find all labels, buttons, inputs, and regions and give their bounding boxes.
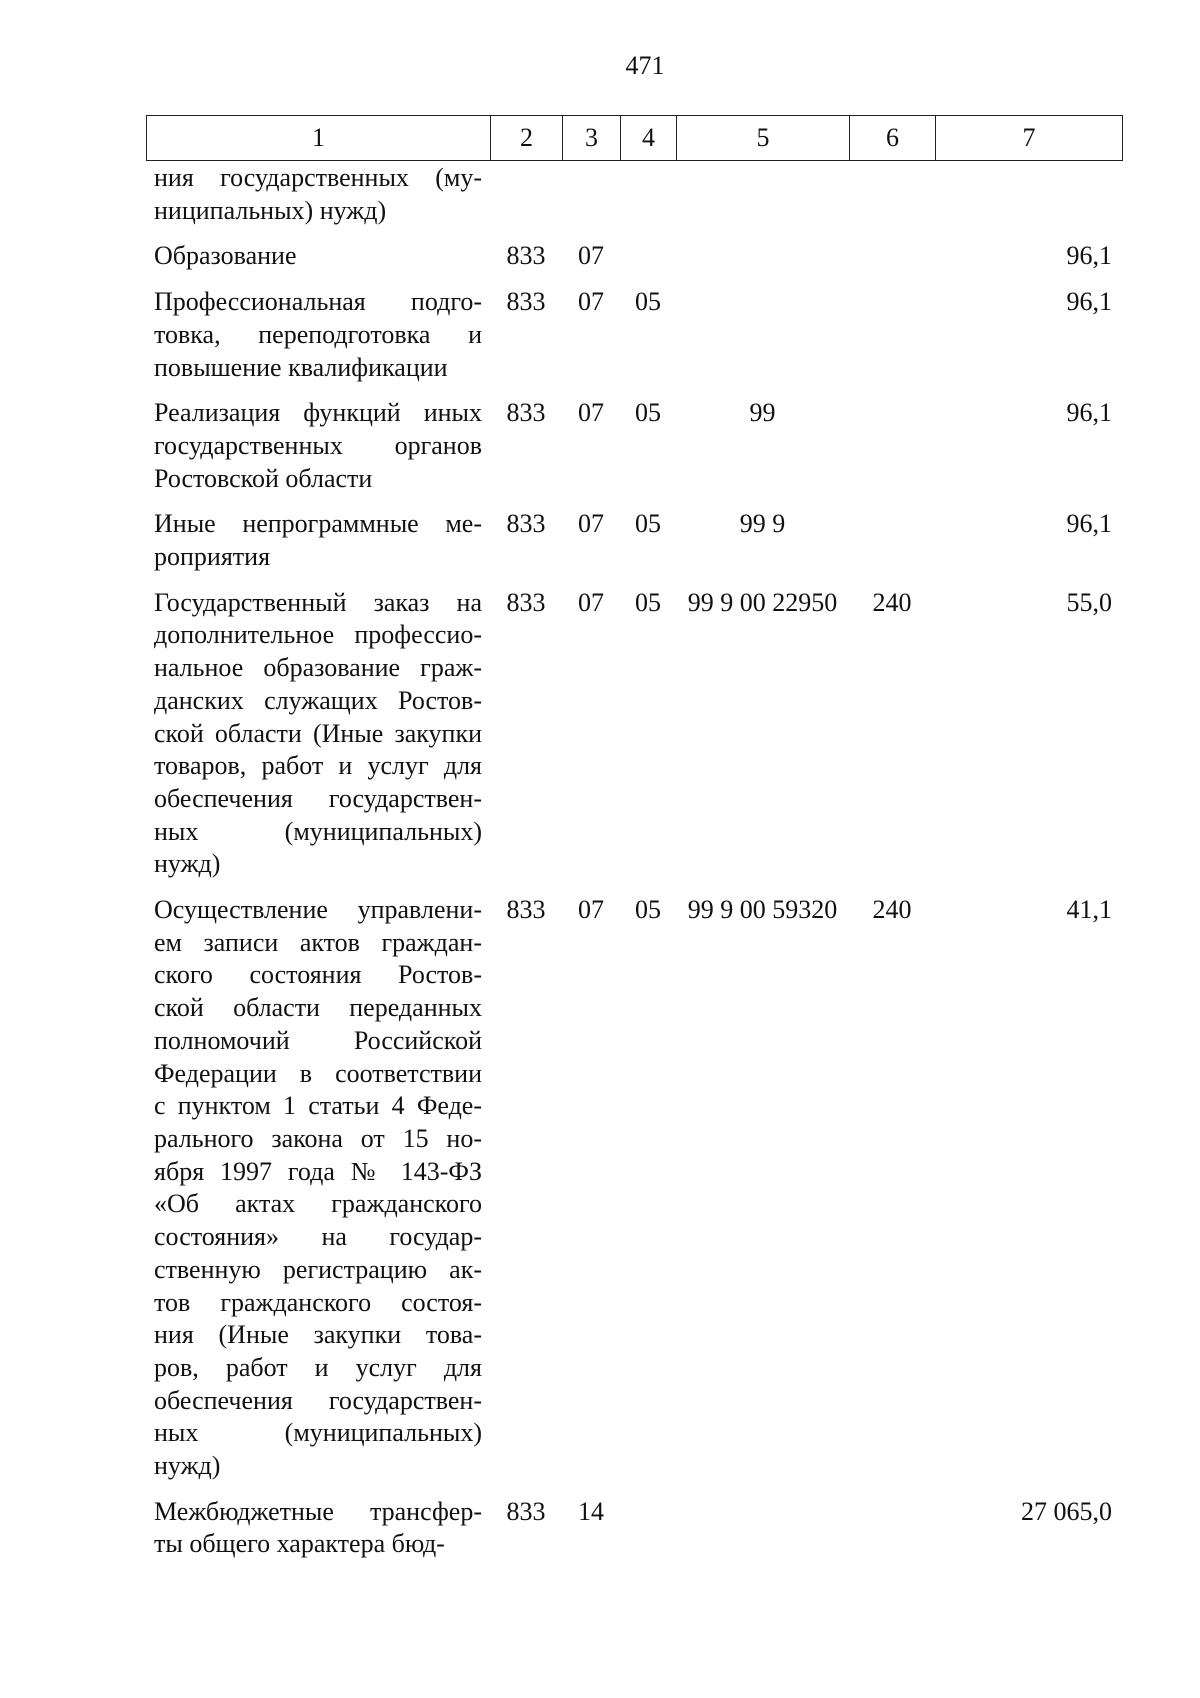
target-article-code <box>676 286 849 384</box>
row-description <box>146 397 490 495</box>
expense-type-code <box>849 286 935 384</box>
description-line: ных (муниципальных) <box>154 816 482 846</box>
amount: 27 065,0 <box>1021 1496 1112 1526</box>
amount <box>935 162 1122 227</box>
table-row <box>146 587 1122 881</box>
description-line: Иные непрограммные ме- <box>154 509 482 539</box>
amount: 96,1 <box>1066 287 1112 317</box>
expense-type-code <box>849 1496 935 1561</box>
description-line: товка, переподготовка и <box>154 319 482 349</box>
amount: 41,1 <box>1066 895 1112 925</box>
subsection-code <box>620 162 676 227</box>
description-line: ем записи актов граждан- <box>154 927 482 957</box>
row-description <box>146 587 490 881</box>
description-line: Государственный заказ на <box>154 587 482 617</box>
table-row <box>146 162 1122 227</box>
description-line: тов гражданского состоя- <box>154 1287 482 1317</box>
table-row <box>146 508 1122 573</box>
description-line: нальное образование граж- <box>154 653 482 683</box>
description-line: рального закона от 15 но- <box>154 1123 482 1153</box>
description-line: нужд) <box>154 849 221 879</box>
ministry-code: 833 <box>506 509 546 539</box>
table-row <box>146 397 1122 495</box>
target-article-code: 99 9 00 22950 <box>687 587 838 617</box>
ministry-code: 833 <box>506 895 546 925</box>
description-line: обеспечения государствен- <box>154 783 482 813</box>
row-spacer <box>146 881 1122 894</box>
description-line: ской области (Иные закупки <box>154 718 482 748</box>
header-col-5: 5 <box>677 116 850 161</box>
header-col-3: 3 <box>563 116 621 161</box>
page-number: 471 <box>625 51 665 80</box>
section-code: 07 <box>578 587 604 617</box>
description-line: обеспечения государствен- <box>154 1385 482 1415</box>
description-line: ров, работ и услуг для <box>154 1352 482 1382</box>
description-line: Осуществление управлени- <box>154 895 482 925</box>
description-line: государственных органов <box>154 430 482 460</box>
row-spacer <box>146 227 1122 240</box>
section-code: 07 <box>578 398 604 428</box>
row-description <box>146 508 490 573</box>
description-line: дополнительное профессио- <box>154 620 482 650</box>
section-code <box>562 162 620 227</box>
description-line: ния государственных (му- <box>154 163 482 192</box>
row-spacer <box>146 384 1122 397</box>
target-article-code <box>676 1496 849 1561</box>
subsection-code <box>620 1496 676 1561</box>
description-line: данских служащих Ростов- <box>154 685 482 715</box>
expense-type-code <box>849 162 935 227</box>
section-code: 07 <box>578 241 604 271</box>
expense-type-code <box>849 508 935 573</box>
expense-type-code <box>849 397 935 495</box>
description-line: ты общего характера бюд- <box>154 1529 445 1559</box>
ministry-code <box>490 162 562 227</box>
section-code: 07 <box>578 509 604 539</box>
section-code: 07 <box>578 287 604 317</box>
expense-type-code: 240 <box>872 587 912 617</box>
table-body <box>146 162 1122 1561</box>
description-line: Образование <box>154 241 297 271</box>
description-line: нужд) <box>154 1451 221 1481</box>
row-spacer <box>146 1483 1122 1496</box>
description-line: Профессиональная подго- <box>154 287 482 317</box>
description-line: ской области переданных <box>154 993 482 1023</box>
subsection-code <box>620 240 676 273</box>
description-line: ября 1997 года № 143-ФЗ <box>154 1156 482 1186</box>
description-line: товаров, работ и услуг для <box>154 751 482 781</box>
table-row <box>146 240 1122 273</box>
row-spacer <box>146 574 1122 587</box>
description-line: Ростовской области <box>154 463 373 493</box>
ministry-code: 833 <box>506 241 546 271</box>
subsection-code: 05 <box>635 398 661 428</box>
description-line: Федерации в соответствии <box>154 1058 482 1088</box>
row-description <box>146 286 490 384</box>
description-line: «Об актах гражданского <box>154 1189 482 1219</box>
target-article-code <box>676 162 849 227</box>
row-spacer <box>146 495 1122 508</box>
table-row <box>146 1496 1122 1561</box>
row-description <box>146 894 490 1483</box>
ministry-code: 833 <box>506 1496 546 1526</box>
target-article-code <box>676 240 849 273</box>
description-line: с пунктом 1 статьи 4 Феде- <box>154 1091 482 1121</box>
subsection-code: 05 <box>635 587 661 617</box>
description-line: повышение квалификации <box>154 352 448 382</box>
subsection-code: 05 <box>635 509 661 539</box>
description-line: ственную регистрацию ак- <box>154 1254 482 1284</box>
expense-type-code <box>849 240 935 273</box>
description-line: ния (Иные закупки това- <box>154 1320 482 1350</box>
row-description <box>146 162 490 227</box>
header-col-7: 7 <box>936 116 1123 161</box>
description-line: ных (муниципальных) <box>154 1418 482 1448</box>
table-row <box>146 286 1122 384</box>
row-description <box>146 240 490 273</box>
amount: 96,1 <box>1066 398 1112 428</box>
section-code: 14 <box>578 1496 604 1526</box>
header-col-2: 2 <box>491 116 563 161</box>
row-description <box>146 1496 490 1561</box>
row-spacer <box>146 273 1122 286</box>
amount: 96,1 <box>1066 509 1112 539</box>
description-line: Межбюджетные трансфер- <box>154 1496 482 1526</box>
subsection-code: 05 <box>635 287 661 317</box>
header-col-1: 1 <box>147 116 491 161</box>
amount: 55,0 <box>1066 587 1112 617</box>
description-line: ниципальных) нужд) <box>154 195 387 225</box>
description-line: полномочий Российской <box>154 1025 482 1055</box>
description-line: Реализация функций иных <box>154 398 482 428</box>
description-line: ского состояния Ростов- <box>154 960 482 990</box>
ministry-code: 833 <box>506 398 546 428</box>
header-col-4: 4 <box>621 116 677 161</box>
table-header <box>146 115 1123 161</box>
table-row <box>146 894 1122 1483</box>
amount: 96,1 <box>1066 241 1112 271</box>
target-article-code: 99 9 <box>739 509 786 539</box>
description-line: состояния» на государ- <box>154 1222 482 1252</box>
ministry-code: 833 <box>506 587 546 617</box>
ministry-code: 833 <box>506 287 546 317</box>
section-code: 07 <box>578 895 604 925</box>
target-article-code: 99 <box>749 398 776 428</box>
subsection-code: 05 <box>635 895 661 925</box>
expense-type-code: 240 <box>872 895 912 925</box>
header-col-6: 6 <box>850 116 936 161</box>
target-article-code: 99 9 00 59320 <box>687 895 838 925</box>
description-line: роприятия <box>154 542 271 572</box>
